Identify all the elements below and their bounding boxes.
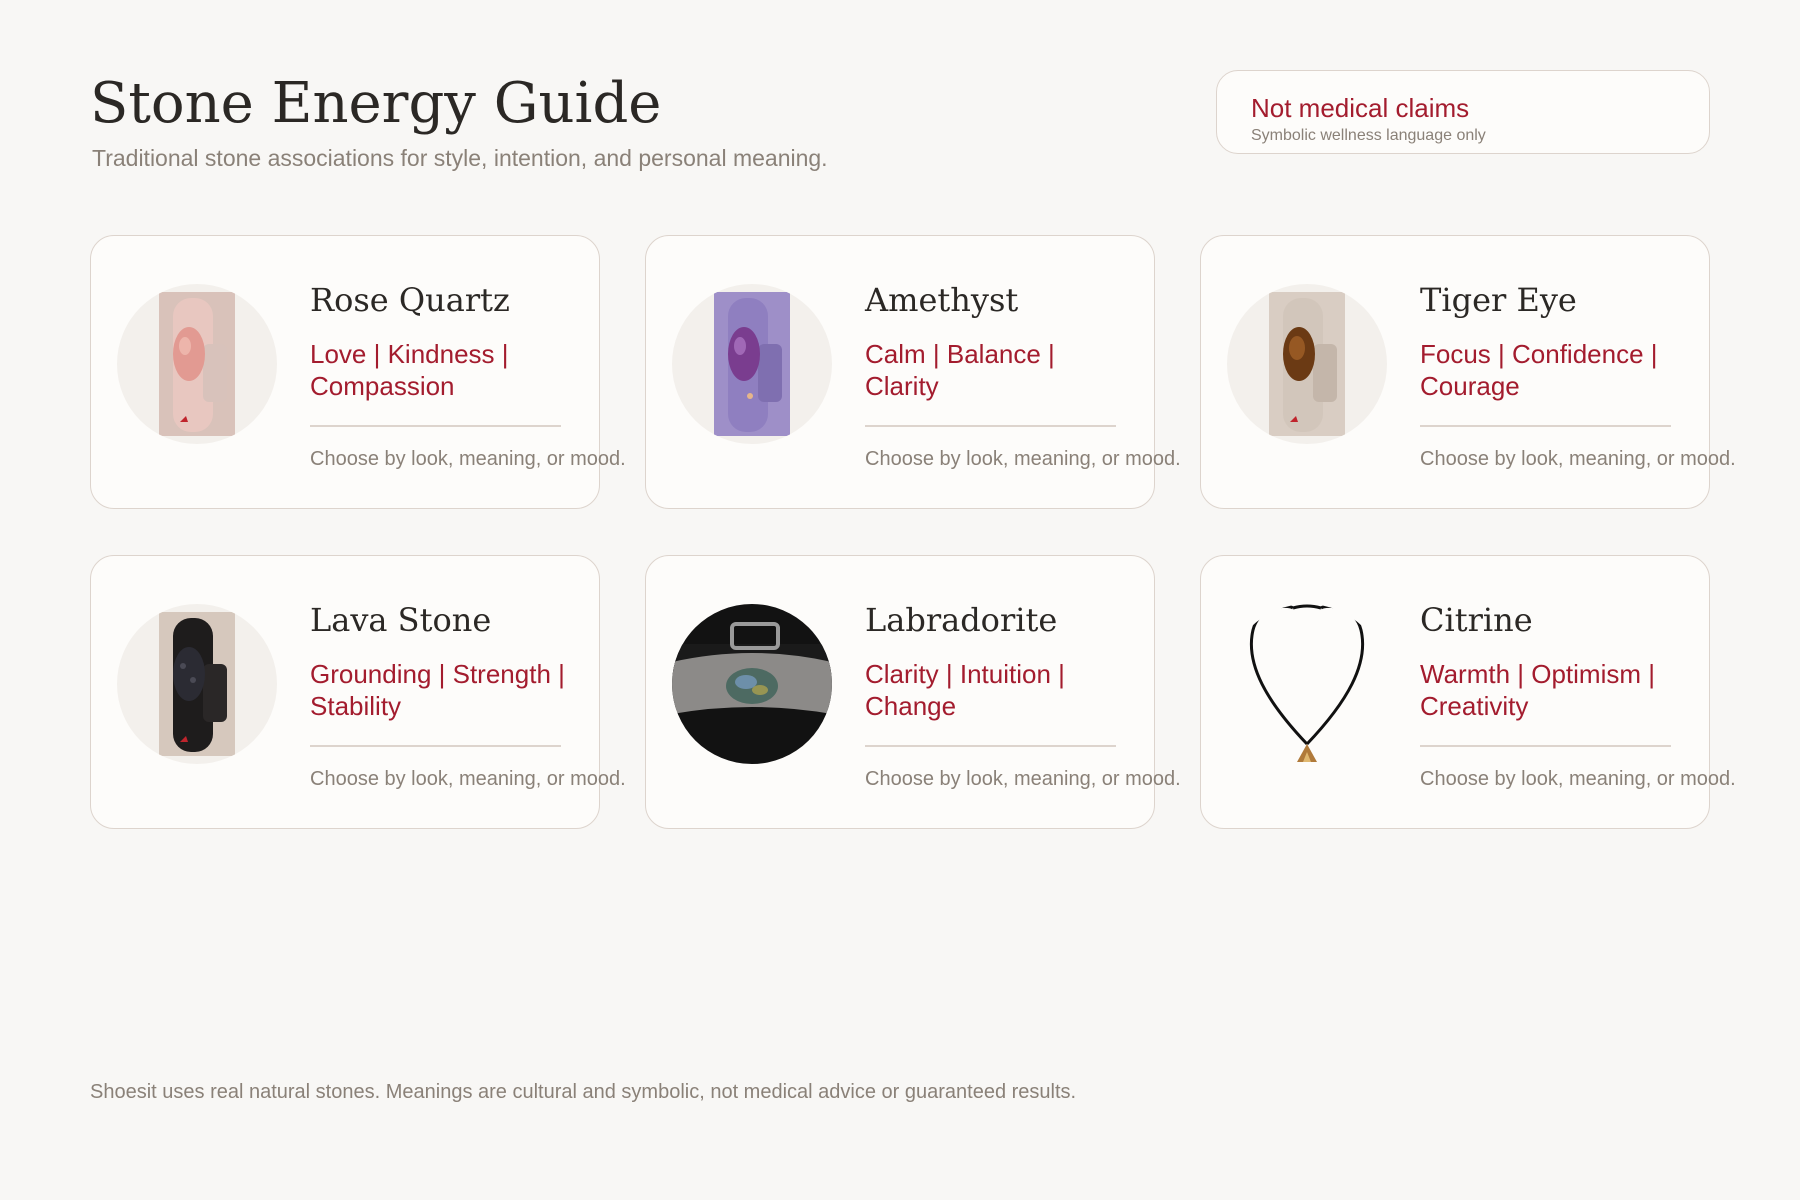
stone-meanings: Warmth | Optimism | Creativity	[1420, 659, 1655, 721]
stone-card-labradorite[interactable]	[645, 555, 1181, 829]
disclaimer-title: Not medical claims	[1251, 93, 1470, 123]
labradorite-bracelet-image	[672, 604, 832, 764]
stone-meanings: Grounding | Strength | Stability	[310, 659, 565, 721]
stone-name: Citrine	[1420, 601, 1533, 639]
stone-card-citrine[interactable]	[1200, 555, 1736, 829]
card-hint: Choose by look, meaning, or mood.	[310, 768, 626, 790]
stone-name: Tiger Eye	[1420, 281, 1577, 319]
card-divider	[310, 425, 561, 427]
tiger-eye-bracelet-image	[1227, 284, 1387, 444]
stone-card-grid	[90, 235, 1736, 831]
card-hint: Choose by look, meaning, or mood.	[865, 448, 1181, 470]
page-title: Stone Energy Guide	[90, 71, 662, 136]
medical-disclaimer-badge	[1216, 70, 1710, 154]
footer-disclaimer: Shoesit uses real natural stones. Meanings are cultural and symbolic, not medical advice or guaranteed results.	[90, 1081, 1077, 1103]
stone-card-tiger-eye[interactable]	[1200, 235, 1736, 509]
citrine-necklace-image	[1227, 604, 1387, 764]
amethyst-bracelet-image	[672, 284, 832, 444]
card-divider	[865, 745, 1116, 747]
stone-card-amethyst[interactable]	[645, 235, 1181, 509]
card-hint: Choose by look, meaning, or mood.	[310, 448, 626, 470]
card-divider	[1420, 745, 1671, 747]
card-hint: Choose by look, meaning, or mood.	[865, 768, 1181, 790]
card-hint: Choose by look, meaning, or mood.	[1420, 448, 1736, 470]
rose-quartz-bracelet-image	[117, 284, 277, 444]
card-divider	[310, 745, 561, 747]
stone-name: Rose Quartz	[310, 281, 510, 319]
lava-stone-bracelet-image	[117, 604, 277, 764]
card-divider	[1420, 425, 1671, 427]
page-subtitle: Traditional stone associations for style, intention, and personal meaning.	[92, 145, 828, 171]
stone-meanings: Calm | Balance | Clarity	[865, 339, 1055, 401]
stone-name: Amethyst	[865, 281, 1019, 319]
stone-card-lava-stone[interactable]	[90, 555, 626, 829]
stone-meanings: Love | Kindness | Compassion	[310, 339, 509, 401]
stone-name: Lava Stone	[310, 601, 492, 639]
card-hint: Choose by look, meaning, or mood.	[1420, 768, 1736, 790]
stone-meanings: Clarity | Intuition | Change	[865, 659, 1065, 721]
stone-card-rose-quartz[interactable]	[90, 235, 626, 509]
disclaimer-subtitle: Symbolic wellness language only	[1251, 127, 1486, 144]
card-divider	[865, 425, 1116, 427]
stone-meanings: Focus | Confidence | Courage	[1420, 339, 1658, 401]
stone-name: Labradorite	[865, 601, 1058, 639]
